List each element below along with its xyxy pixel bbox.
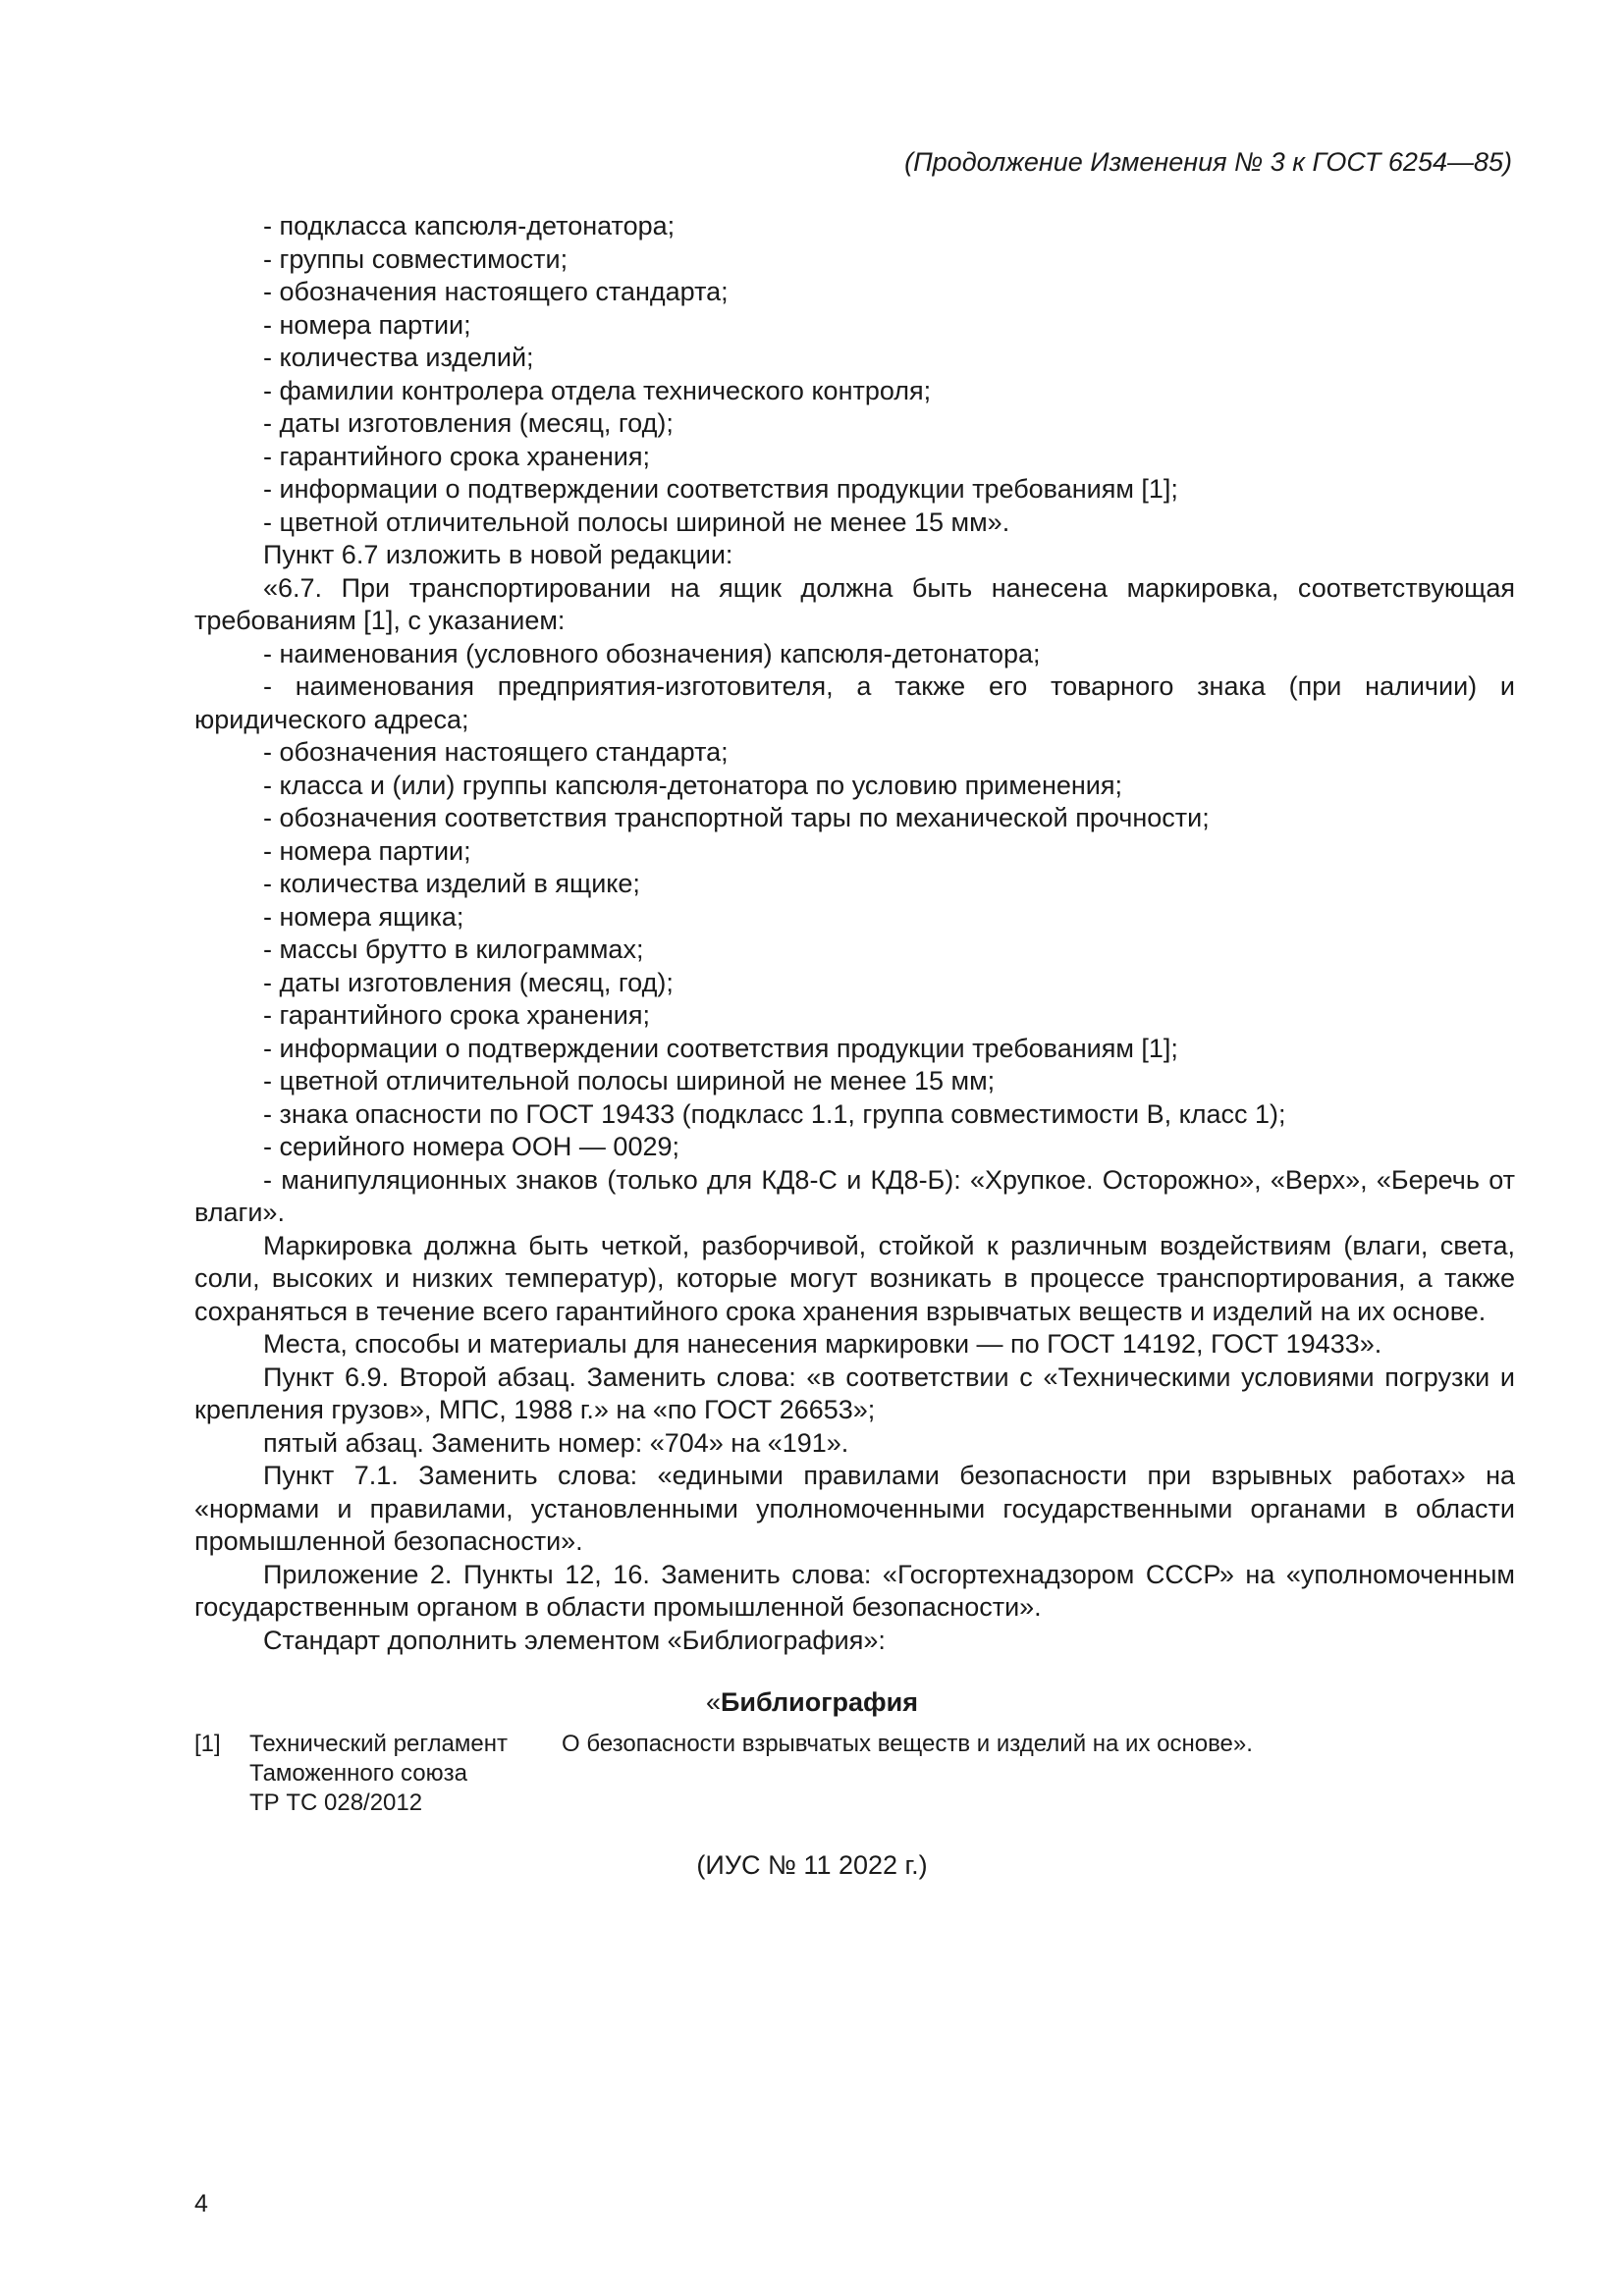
paragraph: - манипуляционных знаков (только для КД8-С и КД8-Б): «Хрупкое. Осторожно», «Верх», «Беречь от влаги».: [194, 1164, 1515, 1227]
list-item: - группы совместимости;: [263, 243, 568, 274]
list-item: - даты изготовления (месяц, год);: [263, 408, 674, 438]
list-item: - номера партии;: [263, 835, 471, 866]
paragraph: «6.7. При транспортировании на ящик должна быть нанесена маркировка, соответствующая требованиям [1], с указанием:: [194, 572, 1515, 635]
list-item: - цветной отличительной полосы шириной не менее 15 мм».: [263, 507, 1010, 537]
list-item: - обозначения настоящего стандарта;: [263, 277, 729, 306]
list-item: - фамилии контролера отдела технического контроля;: [263, 375, 932, 405]
list-item: - даты изготовления (месяц, год);: [263, 967, 674, 997]
document-body: [194, 210, 1515, 1657]
list-item: - обозначения соответствия транспортной тары по механической прочности;: [263, 803, 1210, 832]
bibliography-entry-title: О безопасности взрывчатых веществ и изделий на их основе».: [562, 1731, 1253, 1757]
bibliography-entry-name: [249, 1730, 583, 1818]
bibliography-entry-number: [1]: [194, 1731, 221, 1757]
list-item: - серийного номера ООН — 0029;: [263, 1132, 679, 1161]
bibliography-entry-name-line: Таможенного союза: [249, 1760, 467, 1787]
list-item: - информации о подтверждении соответствия продукции требованиям [1];: [263, 474, 1178, 504]
list-item: Пункт 6.7 изложить в новой редакции:: [263, 540, 733, 569]
paragraph: Приложение 2. Пункты 12, 16. Заменить слова: «Госгортехнадзором СССР» на «уполномоченным государственным органом в области промышленной безопасности».: [194, 1559, 1515, 1622]
list-item: - номера ящика;: [263, 901, 464, 932]
list-item: - наименования (условного обозначения) капсюля-детонатора;: [263, 638, 1041, 668]
list-item: - гарантийного срока хранения;: [263, 441, 650, 471]
list-item: - номера партии;: [263, 309, 471, 340]
list-item: - цветной отличительной полосы шириной не менее 15 мм;: [263, 1066, 996, 1095]
page-number: 4: [194, 2190, 208, 2217]
running-header: (Продолжение Изменения № 3 к ГОСТ 6254—85): [904, 147, 1512, 177]
list-item: - обозначения настоящего стандарта;: [263, 737, 729, 767]
list-item: - подкласса капсюля-детонатора;: [263, 211, 676, 240]
bibliography-title-text: Библиография: [721, 1687, 918, 1717]
list-item: - массы брутто в килограммах;: [263, 934, 644, 964]
list-item: - информации о подтверждении соответствия продукции требованиям [1];: [263, 1033, 1178, 1063]
bibliography-open-quote: «: [705, 1687, 722, 1717]
bibliography-title: [0, 1687, 1624, 1718]
list-item: пятый абзац. Заменить номер: «704» на «191».: [263, 1427, 849, 1458]
list-item: - класса и (или) группы капсюля-детонатора по условию применения;: [263, 770, 1122, 800]
paragraph: Маркировка должна быть четкой, разборчивой, стойкой к различным воздействиям (влаги, света, соли, высоких и низких температур), которые могут возникать в процессе транспортирования, а также сохраняться в течение всего гарантийного срока хранения взрывчатых веществ и изделий на их основе.: [194, 1230, 1515, 1326]
list-item: - количества изделий в ящике;: [263, 869, 640, 898]
bibliography-entry-name-line: ТР ТС 028/2012: [249, 1789, 423, 1816]
paragraph: Пункт 6.9. Второй абзац. Заменить слова: «в соответствии с «Техническими условиями погрузки и крепления грузов», МПС, 1988 г.» на «по ГОСТ 26653»;: [194, 1362, 1515, 1424]
paragraph: - наименования предприятия-изготовителя, а также его товарного знака (при наличии) и юридического адреса;: [194, 671, 1515, 734]
paragraph: Пункт 7.1. Заменить слова: «едиными правилами безопасности при взрывных работах» на «нормами и правилами, установленными уполномоченными государственными органами в области промышленной безопасности».: [194, 1461, 1515, 1556]
bibliography-entry-name-line: Технический регламент: [249, 1731, 508, 1757]
list-item: Стандарт дополнить элементом «Библиография»:: [263, 1625, 886, 1655]
list-item: - гарантийного срока хранения;: [263, 1000, 650, 1030]
list-item: Места, способы и материалы для нанесения маркировки — по ГОСТ 14192, ГОСТ 19433».: [263, 1329, 1382, 1359]
ius-reference: (ИУС № 11 2022 г.): [696, 1850, 928, 1880]
list-item: - знака опасности по ГОСТ 19433 (подкласс 1.1, группа совместимости В, класс 1);: [263, 1098, 1286, 1129]
list-item: - количества изделий;: [263, 343, 534, 372]
